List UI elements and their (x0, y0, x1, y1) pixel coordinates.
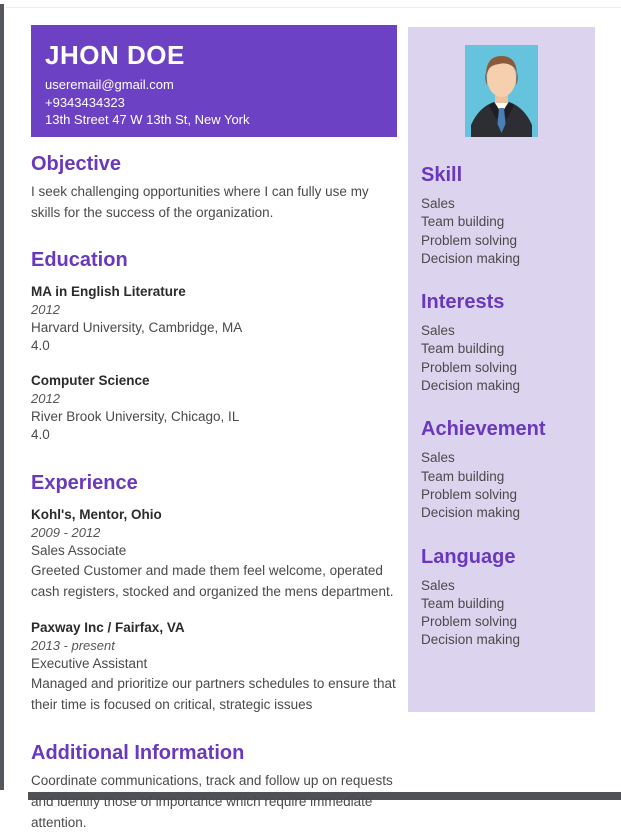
interests-title: Interests (421, 291, 505, 314)
experience-role: Sales Associate (31, 543, 127, 558)
list-item: Problem solving (421, 232, 518, 248)
candidate-name: JHON DOE (45, 40, 185, 70)
list-item: Team building (421, 214, 505, 230)
education-gpa: 4.0 (31, 338, 50, 353)
experience-company: Kohl's, Mentor, Ohio (31, 507, 162, 522)
sidebar-section-achievement (421, 417, 582, 522)
list-item: Decision making (421, 378, 521, 394)
achievement-list (421, 449, 582, 522)
objective-text: I seek challenging opportunities where I can fully use my skills for the success of the organization. (31, 184, 369, 220)
contact-email: useremail@gmail.com (45, 77, 174, 92)
education-degree: Computer Science (31, 373, 150, 388)
education-degree: MA in English Literature (31, 284, 186, 299)
list-item: Team building (421, 595, 505, 611)
contact-block (45, 76, 383, 129)
list-item: Sales (421, 450, 455, 466)
education-year: 2012 (31, 391, 60, 406)
list-item: Decision making (421, 632, 521, 648)
experience-title: Experience (31, 472, 138, 494)
sidebar-section-language (421, 545, 582, 650)
list-item: Decision making (421, 250, 521, 266)
experience-company: Paxway Inc / Fairfax, VA (31, 620, 185, 635)
contact-address: 13th Street 47 W 13th St, New York (45, 112, 250, 127)
experience-role: Executive Assistant (31, 656, 148, 671)
interests-list (421, 322, 582, 395)
language-list (421, 577, 582, 650)
header-banner (31, 25, 397, 137)
page-top-edge (5, 7, 621, 8)
experience-period: 2009 - 2012 (31, 525, 101, 540)
list-item: Problem solving (421, 614, 518, 630)
education-year: 2012 (31, 302, 60, 317)
additional-information-title: Additional Information (31, 742, 245, 764)
list-item: Sales (421, 196, 455, 211)
education-gpa: 4.0 (31, 427, 50, 442)
experience-period: 2013 - present (31, 638, 115, 653)
education-school: Harvard University, Cambridge, MA (31, 320, 243, 335)
list-item: Sales (421, 323, 455, 339)
section-education (31, 248, 397, 444)
experience-description: Greeted Customer and made them feel welcome, operated cash registers, stocked and organized the mens department. (31, 563, 394, 599)
main-column (31, 25, 397, 833)
objective-title: Objective (31, 153, 122, 175)
skill-title: Skill (421, 164, 463, 186)
viewport-left-edge (0, 4, 4, 790)
list-item: Team building (421, 468, 505, 484)
sidebar-column (408, 27, 595, 712)
list-item: Team building (421, 341, 505, 357)
achievement-title: Achievement (421, 418, 546, 441)
profile-photo (465, 45, 538, 137)
experience-entry (31, 618, 397, 715)
sidebar-section-skill (421, 163, 582, 268)
list-item: Problem solving (421, 359, 518, 375)
education-entry (31, 371, 397, 444)
experience-entry (31, 505, 397, 602)
list-item: Problem solving (421, 486, 518, 502)
education-title: Education (31, 249, 128, 271)
list-item: Decision making (421, 505, 521, 521)
contact-phone: +9343434323 (45, 94, 125, 110)
education-entry (31, 282, 397, 355)
language-title: Language (421, 545, 516, 568)
education-school: River Brook University, Chicago, IL (31, 409, 240, 424)
section-objective (31, 152, 397, 223)
section-experience (31, 471, 397, 715)
list-item: Sales (421, 577, 455, 593)
experience-description: Managed and prioritize our partners schedules to ensure that their time is focused on critical, strategic issues (31, 676, 396, 712)
sidebar-section-interests (421, 290, 582, 395)
skill-list (421, 195, 582, 268)
section-additional-information (31, 741, 397, 833)
additional-information-text: Coordinate communications, track and follow up on requests and identify those of importance which require immediate attention. (31, 773, 393, 830)
